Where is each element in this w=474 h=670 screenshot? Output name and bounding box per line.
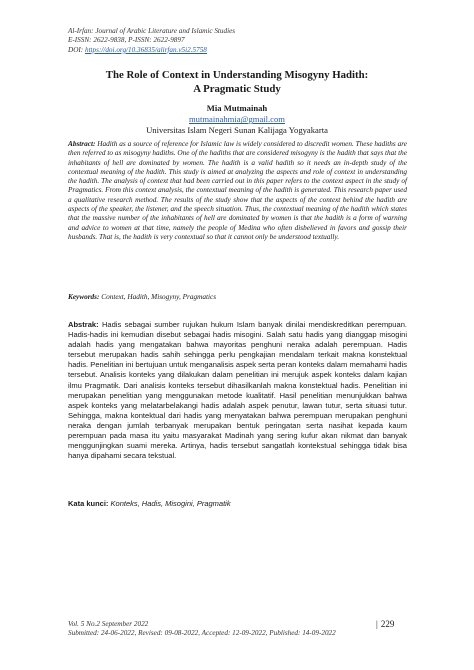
volume-info: Vol. 5 No.2 September 2022	[68, 620, 149, 628]
page-number: 229	[380, 619, 395, 629]
keywords-english-label: Keywords:	[68, 293, 100, 301]
paper-title-line-2: A Pragmatic Study	[193, 83, 281, 95]
page-number-separator: |	[376, 619, 378, 629]
author-name: Mia Mutmainah	[206, 103, 268, 113]
keywords-indonesian-text: Konteks, Hadis, Misogini, Pragmatik	[110, 499, 231, 508]
submission-dates: Submitted: 24-06-2022, Revised: 09-08-2022, Accepted: 12-09-2022, Published: 14-09-2022	[68, 629, 336, 638]
journal-name: Al-Irfan: Journal of Arabic Literature and Islamic Studies	[68, 27, 236, 35]
keywords-indonesian-label: Kata kunci:	[68, 499, 109, 508]
keywords-english	[68, 293, 407, 302]
keywords-english-text: Context, Hadith, Misogyny, Pragmatics	[101, 293, 217, 301]
abstract-indonesian-label: Abstrak:	[68, 320, 99, 329]
keywords-indonesian	[68, 499, 407, 509]
abstract-english-text: Hadith as a source of reference for Islamic law is widely considered to discredit women. These hadiths are then referred to as misogyny hadiths. One of the hadiths that are considered misogyny is the hadith that says that the inhabitants of hell are dominated by women. The hadith is a valid hadith so it needs an in-depth study of the contextual meaning of the hadith. This study is aimed at analyzing the aspects and role of context in understanding the hadith. The analysis of context that had been carried out in this paper refers to the context aspect in the study of Pragmatics. From this context analysis, the contextual meaning of the hadith is generated. This research paper used a qualitative research method. The results of the study show that the aspects of the context behind the hadith are aspects of the speaker, the listener, and the speech situation. Thus, the contextual meaning of the hadith which states that the massive number of the inhabitants of hell are dominated by women is that the hadith is a form of warning and advice to women at that time, namely the people of Medina who often disbelieved in favors and gossip their husbands. That is, the hadith is very contextual so that it cannot only be understood textually.	[68, 140, 408, 241]
abstract-indonesian-text: Hadis sebagai sumber rujukan hukum Islam banyak dinilai mendiskreditkan perempuan. Hadis-hadis ini kemudian disebut sebagai hadis misogini. Salah satu hadis yang dianggap misogini adalah hadis yang mengatakan bahwa mayoritas penghuni neraka adalah perempuan. Hadis tersebut merupakan hadis sahih sehingga perlu pengkajian mendalam terkait makna konstektual hadis. Penelitian ini bertujuan untuk menganalisis aspek serta peran konteks dalam memahami hadis tersebut. Analisis konteks yang dilakukan dalam penelitian ini merujuk aspek konteks dalam kajian ilmu Pragmatik. Dari analisis konteks tersebut dihasilkanlah makna konstektual hadis. Penelitian ini merupakan penelitian yang menggunakan metode kualitatif. Hasil penelitian menunjukkan bahwa aspek konteks yang melatarbelakangi hadis adalah aspek penutur, lawan tutur, serta situasi tutur. Sehingga, makna kontektual dari hadis yang menyatakan bahwa perempuan merupakan penghuni neraka dengan jumlah terbanyak merupakan bentuk peringatan serta nasihat kepada kaum perempuan pada masa itu yaitu masyarakat Madinah yang sering kufur akan nikmat dan banyak menggunjingkan suami mereka. Artinya, hadis tersebut sangatlah kontekstual sehingga tidak bisa hanya dipahami secara tekstual.	[68, 320, 407, 461]
doi-label: DOI:	[68, 45, 84, 54]
page-number-block	[376, 619, 394, 630]
doi-link[interactable]: https://doi.org/10.36835/alirfan.v5i2.5758	[84, 45, 207, 54]
abstract-indonesian	[68, 320, 407, 461]
doi-line	[68, 46, 235, 55]
author-email[interactable]: mutmainahmia@gmail.com	[189, 114, 285, 125]
paper-title	[60, 68, 414, 96]
paper-title-line-1: The Role of Context in Understanding Misogyny Hadith:	[105, 69, 369, 81]
abstract-english	[68, 140, 407, 242]
author-block	[60, 103, 414, 137]
author-affiliation: Universitas Islam Negeri Sunan Kalijaga Yogyakarta	[146, 125, 328, 136]
page-footer	[68, 620, 336, 639]
journal-header	[68, 27, 235, 55]
issn-line: E-ISSN: 2622-9838, P-ISSN: 2622-9897	[68, 36, 185, 45]
abstract-english-label: Abstract:	[68, 140, 96, 148]
